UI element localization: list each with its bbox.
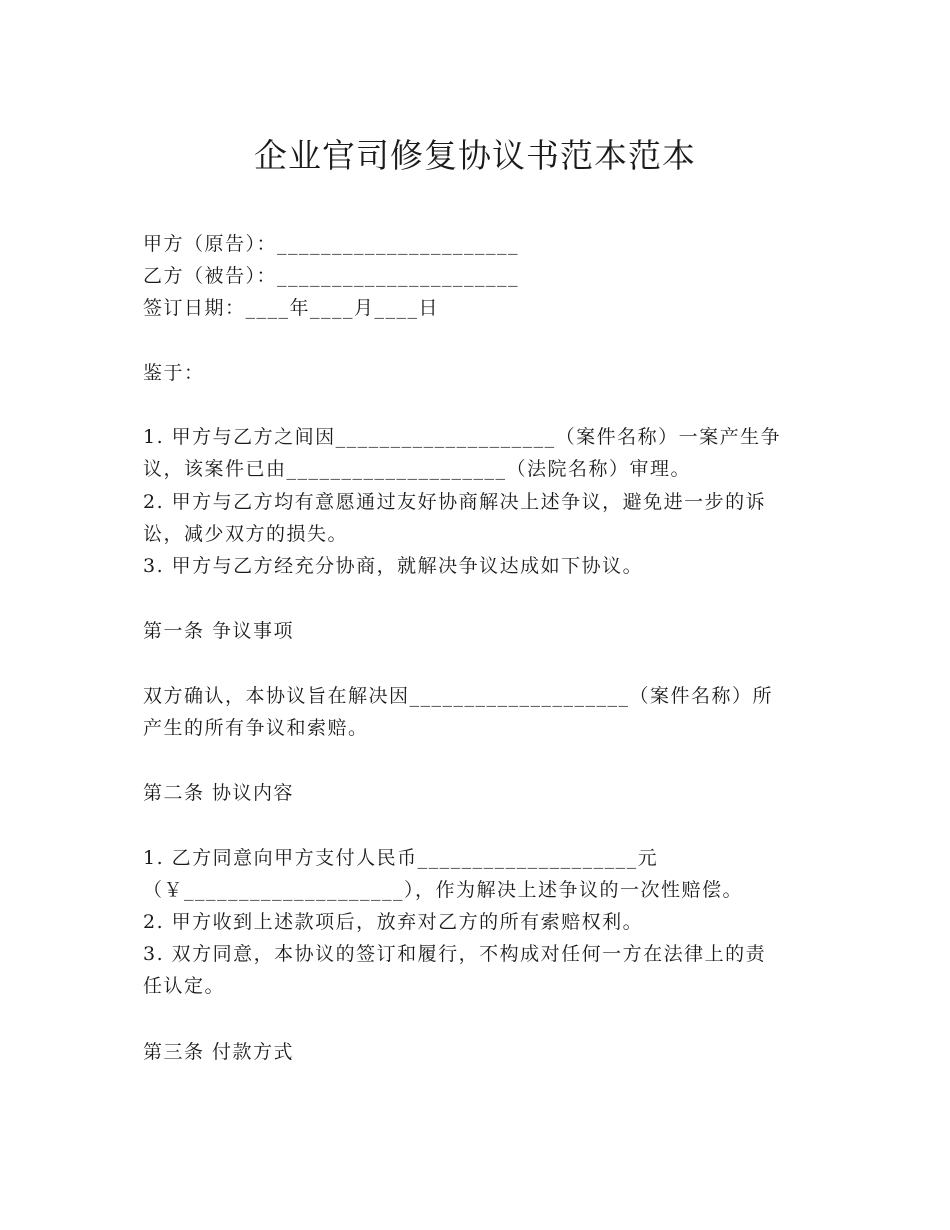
recital-2-line-2: 讼，减少双方的损失。 — [143, 523, 349, 545]
article-2-item-3-line-1: 3. 双方同意，本协议的签订和履行，不构成对任何一方在法律上的责 — [143, 943, 767, 965]
article-2-item-3-line-2: 任认定。 — [143, 975, 226, 997]
recital-1-line-1: 1. 甲方与乙方之间因____________________（案件名称）一案产生争 — [143, 426, 782, 448]
signing-date-line: 签订日期：____年____月____日 — [143, 297, 440, 319]
article-1-text-line-1: 双方确认，本协议旨在解决因____________________（案件名称）所 — [143, 685, 774, 707]
article-1-heading: 第一条 争议事项 — [143, 620, 295, 642]
article-2-item-1-line-1: 1. 乙方同意向甲方支付人民币____________________元 — [143, 847, 659, 869]
article-2-item-1-line-2: （￥____________________），作为解决上述争议的一次性赔偿。 — [143, 879, 744, 901]
party-a-line: 甲方（原告）：______________________ — [143, 233, 520, 255]
document-title: 企业官司修复协议书范本范本 — [254, 136, 696, 175]
whereas-heading: 鉴于： — [143, 362, 205, 384]
article-1-text-line-2: 产生的所有争议和索赔。 — [143, 717, 369, 739]
party-b-line: 乙方（被告）：______________________ — [143, 265, 520, 287]
recital-2-line-1: 2. 甲方与乙方均有意愿通过友好协商解决上述争议，避免进一步的诉 — [143, 491, 767, 513]
article-2-item-2-line: 2. 甲方收到上述款项后，放弃对乙方的所有索赔权利。 — [143, 911, 644, 933]
article-2-heading: 第二条 协议内容 — [143, 782, 295, 804]
article-3-heading: 第三条 付款方式 — [143, 1041, 295, 1063]
recital-1-line-2: 议，该案件已由____________________（法院名称）审理。 — [143, 458, 692, 480]
recital-3-line: 3. 甲方与乙方经充分协商，就解决争议达成如下协议。 — [143, 555, 644, 577]
